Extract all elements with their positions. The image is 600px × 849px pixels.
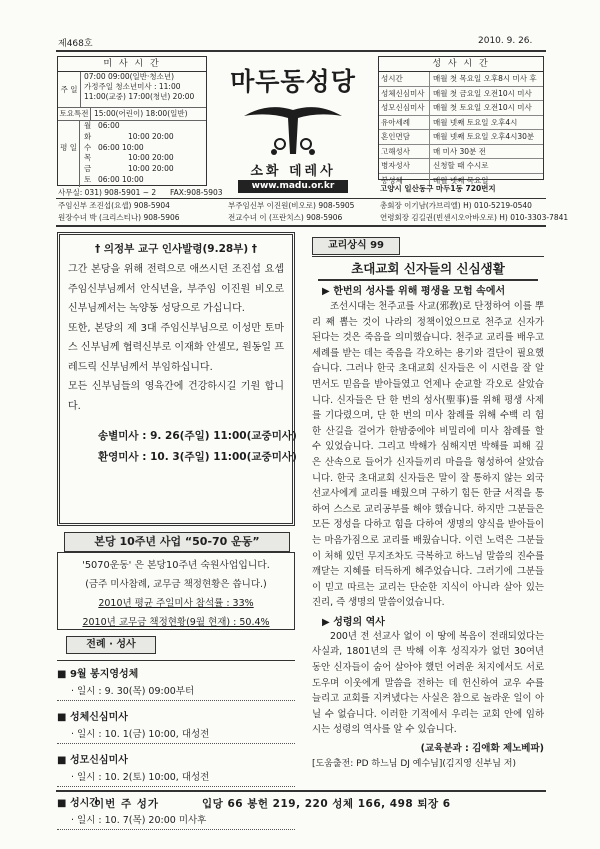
parish-name: 마두동성당 [230,67,356,96]
sacrament-row [379,116,543,131]
weekday-day: 토 [84,174,92,184]
sacrament-detail: 매월 첫 금요일 오전10시 미사 [433,88,532,98]
sacrament-row [379,101,543,116]
cross-logo-icon [238,94,348,160]
anniversary-sub: (금주 미사참례, 교무금 책정현황은 씁니다.) [85,579,267,590]
notice-paragraph: 또한, 본당의 제 3대 주임신부님으로 이성만 토마스 신부님께 협력신부로 이재화 안셀모, 원동일 프레드릭 신부님께서 부임하십니다. [68,322,284,373]
catechism-badge: 교리상식 99 [312,237,400,255]
catechism-section-body: 조선시대는 천주교를 사교(邪敎)로 단정하여 이를 뿌리 째 뽑는 것이 나라의 정책이었으므로 천주교 신자가 된다는 것은 죽음을 의미했습니다. 천주교 교리를 배우고 세례를 받는 데는 죽음을 각오하는 용기와 결단이 필요했습니다. 그러나 한국 초대교회 신자들은 이 시련을 잘 알면서도 믿음을 받아들였고 언제나 순교할 각오로 살았습니다. 신자들은 단 한 번의 성사(聖事)를 위해 평생 사제를 기다렸으며, 단 한 번의 미사 참례를 위해 수백 리 험한 산길을 걸어가 한밤중에야 비밀리에 미사 참례를 할 수 있었습니다. 그리고 박해가 심해지면 박해를 피해 깊은 산속으로 들어가 신자들끼리 마을을 형성하여 살았습니다. 한국 초대교회 신자들은 말이 잘 통하지 않는 외국 선교사에게 교리를 배웠으며 구하기 힘든 한글 서적을 통하여 스스로 교리공부를 해야 했습니다. 하지만 그분들은 모든 정성을 다하고 힘을 다하여 생명의 양식을 받아들이는 마음가짐으로 교리를 배웠습니다. 이런 노력은 그분들이 처해 있던 무지조차도 극복하고 하느님 말씀의 진수를 깨닫는 지혜를 터득하게 해주었습니다. 그러기에 그분들이 믿고 따르는 교리는 단순한 지식이 아니라 살아 있는 진리, 즉 생명의 말씀이었습니다. [312,301,544,609]
sacrament-label: 고해성사 [379,145,430,159]
catechism-section-heading: 성령의 역사 [333,616,385,628]
weekday-day: 화 [84,131,92,141]
notice-title: † 의정부 교구 인사발령(9.28부) † [94,243,258,255]
catechism-source: [도움출전: PD 하느님 DJ 예수님](김지영 신부님 저) [312,759,516,770]
sacrament-detail: 신청할 때 수시로 [433,161,489,170]
weekday-day: 월 [84,121,92,130]
notice-paragraph: 그간 본당을 위해 전력으로 애쓰시던 조진섭 요셉 주임신부님께서 안식년을, 부주임 이진원 비오로 신부님께서는 녹양동 성당으로 가십니다. [68,264,284,314]
sacrament-row [379,72,543,87]
fax-number: FAX:908-5903 [170,188,223,197]
sacrament-detail: 매월 첫 토요일 오전10시 미사 [433,103,532,112]
sacrament-label: 봉성체 [379,174,430,188]
issue-date: 2010. 9. 26. [478,36,533,46]
sacrament-label: 유아세례 [379,116,430,130]
weekday-times: 10:00 20:00 [128,164,174,174]
sunday-line: 07:00 09:00(일반·청소년) [84,72,175,81]
sunday-line: 가정주일 청소년미사 : 11:00 [84,82,181,91]
liturgy-item-heading [57,665,295,680]
weekday-day: 금 [84,164,92,174]
catechism-section-heading: 한번의 성사를 위해 평생을 모험 속에서 [333,286,506,297]
patron-saint: 소화 데레사 [250,164,336,179]
staff-entry: 주임신부 조진섭(요셉) 908-5904 [58,201,170,210]
staff-entry: 전교수녀 이 (프란치스) 908-5906 [228,213,343,222]
triangle-bullet-icon: ▶ [322,286,330,297]
weekday-times: 06:00 [98,121,120,130]
mass-times-title: 미 사 시 간 [58,57,206,72]
liturgy-heading-text: 성체신심미사 [69,712,128,723]
notice-paragraph: 모든 신부님들의 영육간에 건강하시길 기원 합니다. [68,381,284,412]
sacrament-row [379,130,543,145]
sacrament-row [379,145,543,160]
sacrament-row [379,87,543,102]
website-link[interactable]: www.madu.or.kr [238,180,348,193]
sacrament-detail: 매월 넷째 토요일 오후4시 [433,117,518,127]
sacrament-times-title: 성 사 시 간 [379,57,543,72]
catechism-section-body: 200년 전 선교사 없이 이 땅에 복음이 전래되었다는 사실과, 1801년의 큰 박해 이후 성직자가 없던 30여년 동안 신자들이 숨어 살아야 했던 어려운 처지에서도 서로 도우며 이웃에게 말씀을 전하는 데 헌신하여 교우 수를 늘리고 교회를 지켜냈다는 사실은 참으로 놀라운 일이 아닐 수 없습니다. 이러한 기적에서 우리는 교회 안에 임하시는 성령의 역사를 알 수 있습니다. [312,630,544,736]
liturgy-heading-text: 9월 봉지영성체 [69,669,139,680]
weekday-times: 10:00 20:00 [128,153,174,163]
farewell-mass-label: 송별미사 : [98,430,147,442]
sacrament-detail: 매월 넷째 토요일 오후4시30분 [433,132,535,141]
square-bullet-icon: ■ [57,669,70,680]
sacrament-label: 성시간 [379,72,430,86]
liturgy-heading-text: 성시간 [69,798,99,809]
weekday-day: 수 [84,142,92,152]
welcome-mass-label: 환영미사 : [98,451,147,463]
anniversary-lead: '5070운동' 은 본당10주년 숙원사업입니다. [82,560,270,571]
staff-entry: 총회장 이기남(가브리엘) H) 010-5219-0540 [380,201,532,210]
liturgy-item-detail: · 일시 : 10. 1(금) 10:00, 대성전 [57,726,295,744]
sacrament-label: 성체신심미사 [379,87,430,101]
catechism-title: 초대교회 신자들의 신심생활 [318,259,538,281]
sunday-label: 주 일 [58,72,81,107]
saturday-line: 15:00(어린이) 18:00(일반) [94,109,188,118]
sacrament-detail: 매 미사 30분 전 [433,146,486,156]
attendance-rate: 2010년 평균 주일미사 참석률 : 33% [98,598,254,609]
liturgy-item-heading [57,751,295,766]
tithe-rate: 2010년 교무금 책정현황(9월 현재) : 50.4% [82,617,270,628]
weekday-day: 목 [84,153,92,163]
sacrament-label: 성모신심미사 [379,101,430,115]
liturgy-heading-text: 성모신심미사 [69,755,128,766]
catechism-credit: (교육분과 : 김애화 제노베파) [420,743,544,755]
staff-entry: 원장수녀 박 (크리스티나) 908-5906 [58,213,180,222]
liturgy-item-heading [57,708,295,723]
issue-number: 제468호 [58,39,93,49]
farewell-mass-value: 9. 26(주일) 11:00(교중미사) [150,430,297,442]
sacrament-detail: 매월 첫 목요일 오후8시 미사 후 [433,74,537,83]
sacrament-detail: 매월 넷째 목요일 [433,175,489,185]
square-bullet-icon: ■ [57,712,70,723]
liturgy-item-detail: · 일시 : 10. 7(목) 20:00 미사후 [57,812,295,830]
sunday-line: 11:00(교중) 17:00(청년) 20:00 [84,92,195,101]
square-bullet-icon: ■ [57,755,70,766]
sacrament-label: 혼인면담 [379,130,430,144]
mass-times-box [57,56,207,186]
weekday-times: 06:00 10:00 [98,174,144,184]
sacrament-row [379,159,543,174]
welcome-mass-value: 10. 3(주일) 11:00(교중미사) [150,451,297,463]
triangle-bullet-icon: ▶ [322,616,330,628]
liturgy-item-detail: · 일시 : 10. 2(토) 10:00, 대성전 [57,769,295,787]
staff-entry: 연령회장 김길권(빈센시오아바오로) H) 010-3303-7841 [380,213,569,222]
weekday-label: 평 일 [58,121,80,187]
staff-entry: 부주임신부 이진원(비오로) 908-5905 [228,201,355,210]
hymn-week-label: 이번 주 성가 [94,798,160,810]
sacrament-label: 병자성사 [379,159,430,173]
sacrament-times-box [378,56,544,185]
liturgy-item-detail: · 일시 : 9. 30(목) 09:00부터 [57,683,295,701]
hymn-numbers: 입당 66 봉헌 219, 220 성체 166, 498 퇴장 6 [202,798,451,810]
saturday-label: 토요특전 [58,108,91,120]
parish-address: 고양시 일산동구 마두1동 720번지 [380,184,496,193]
weekday-times: 06:00 10:00 [98,142,144,152]
square-bullet-icon: ■ [57,798,70,809]
liturgy-title: 전례 · 성사 [66,636,156,654]
anniversary-title: 본당 10주년 사업 “50-70 운동” [64,532,290,552]
weekday-times: 10:00 20:00 [128,131,174,141]
personnel-notice-box [57,232,295,526]
office-phone: 사무실: 031) 908-5901 ~ 2 [58,188,157,197]
